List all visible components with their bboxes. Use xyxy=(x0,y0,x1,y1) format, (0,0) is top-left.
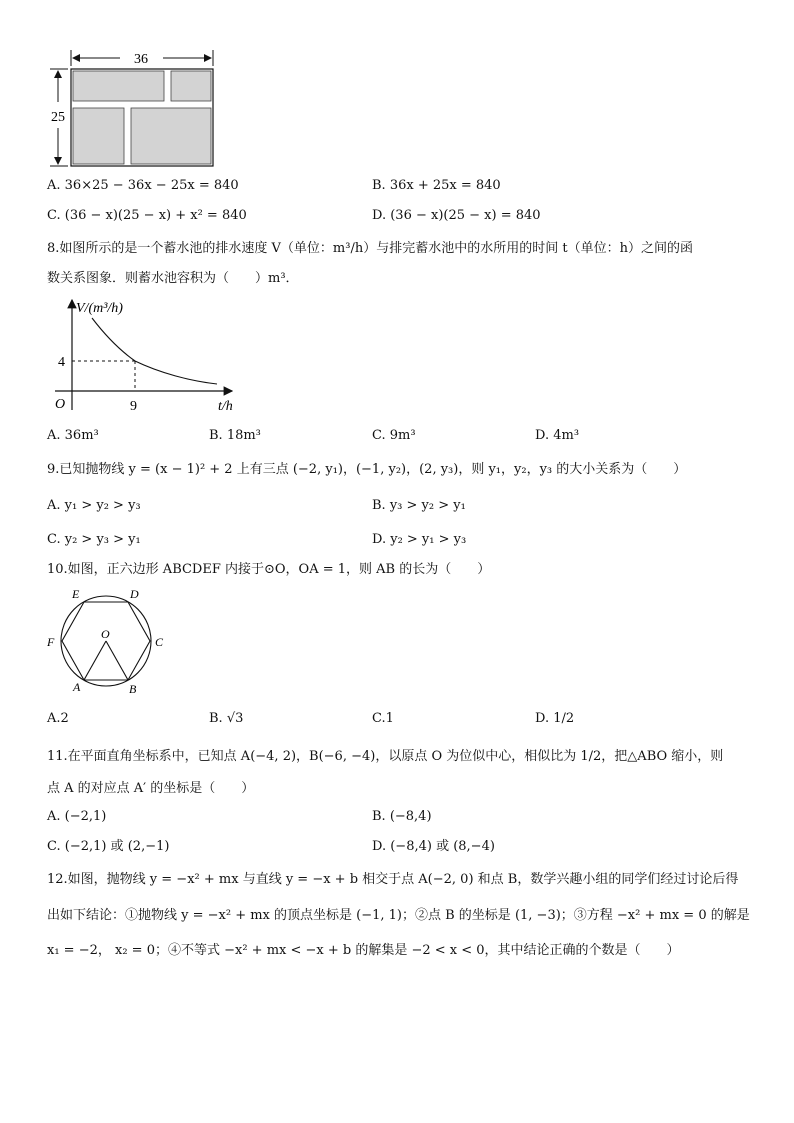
q11-option-c: C. (−2,1) 或 (2,−1) xyxy=(47,839,170,854)
hexagon-abcdef xyxy=(62,602,150,680)
label-b: B xyxy=(129,682,137,696)
q11-stem-line2: 点 A 的对应点 A′ 的坐标是（ ） xyxy=(47,781,255,796)
q11-option-a: A. (−2,1) xyxy=(47,809,107,824)
q9-stem: 9.已知抛物线 y = (x − 1)² + 2 上有三点 (−2, y₁)，(−1, y₂)，(2, y₃)，则 y₁，y₂，y₃ 的大小关系为（ ） xyxy=(47,462,687,477)
q8-stem-line1: 8.如图所示的是一个蓄水池的排水速度 V（单位：m³/h）与排完蓄水池中的水所用的时间 t（单位：h）之间的函 xyxy=(47,241,693,256)
q10-stem: 10.如图，正六边形 ABCDEF 内接于⊙O，OA = 1，则 AB 的长为（ ） xyxy=(47,562,491,577)
label-c: C xyxy=(155,635,164,649)
q7-option-a: A. 36×25 − 36x − 25x = 840 xyxy=(47,178,239,193)
circle-o xyxy=(61,596,151,686)
label-o: O xyxy=(101,627,110,641)
segment-oa xyxy=(84,641,106,680)
x-tick-label: 9 xyxy=(130,399,137,414)
q8-option-d: D. 4m³ xyxy=(535,428,580,443)
plot-top-left xyxy=(73,71,164,101)
label-e: E xyxy=(72,587,80,601)
inverse-curve xyxy=(92,318,217,384)
origin-label: O xyxy=(55,397,66,412)
q9-option-b: B. y₃ > y₂ > y₁ xyxy=(372,498,466,513)
x-axis-label: t/h xyxy=(218,399,233,414)
label-f: F xyxy=(47,635,55,649)
q11-option-b: B. (−8,4) xyxy=(372,809,432,824)
q8-option-b: B. 18m³ xyxy=(209,428,261,443)
q10-option-d: D. 1/2 xyxy=(535,711,575,726)
q8-option-c: C. 9m³ xyxy=(372,428,416,443)
field-rectangle xyxy=(71,69,213,166)
label-d: D xyxy=(130,587,139,601)
width-label: 36 xyxy=(134,52,148,67)
q10-option-b: B. √3 xyxy=(209,711,244,726)
label-a: A xyxy=(73,680,81,694)
y-axis-label: V/(m³/h) xyxy=(76,301,123,316)
q11-stem-line1: 11.在平面直角坐标系中，已知点 A(−4, 2)，B(−6, −4)，以原点 O 为位似中心，相似比为 1/2，把△ABO 缩小，则 xyxy=(47,749,724,764)
q10-option-a: A.2 xyxy=(47,711,69,726)
q12-stem-line2: 出如下结论：①抛物线 y = −x² + mx 的顶点坐标是 (−1, 1)；②点 B 的坐标是 (1, −3)；③方程 −x² + mx = 0 的解是 xyxy=(47,908,750,923)
q11-option-d: D. (−8,4) 或 (8,−4) xyxy=(372,839,495,854)
plot-bottom-right xyxy=(131,108,211,164)
plot-top-right xyxy=(171,71,211,101)
q8-option-a: A. 36m³ xyxy=(47,428,99,443)
plot-bottom-left xyxy=(73,108,124,164)
segment-ob xyxy=(106,641,128,680)
q8-stem-line2: 数关系图象．则蓄水池容积为（ ）m³． xyxy=(47,271,299,286)
q7-option-b: B. 36x + 25x = 840 xyxy=(372,178,501,193)
y-tick-label: 4 xyxy=(58,355,65,370)
q9-option-a: A. y₁ > y₂ > y₃ xyxy=(47,498,141,513)
q10-option-c: C.1 xyxy=(372,711,394,726)
q12-stem-line3: x₁ = −2， x₂ = 0；④不等式 −x² + mx < −x + b 的解集是 −2 < x < 0，其中结论正确的个数是（ ） xyxy=(47,943,680,958)
q12-stem-line1: 12.如图，抛物线 y = −x² + mx 与直线 y = −x + b 相交于点 A(−2, 0) 和点 B，数学兴趣小组的同学们经过讨论后得 xyxy=(47,872,739,887)
q9-option-d: D. y₂ > y₁ > y₃ xyxy=(372,532,467,547)
q7-option-d: D. (36 − x)(25 − x) = 840 xyxy=(372,208,541,223)
q7-option-c: C. (36 − x)(25 − x) + x² = 840 xyxy=(47,208,247,223)
height-label: 25 xyxy=(51,110,65,125)
q9-option-c: C. y₂ > y₃ > y₁ xyxy=(47,532,141,547)
